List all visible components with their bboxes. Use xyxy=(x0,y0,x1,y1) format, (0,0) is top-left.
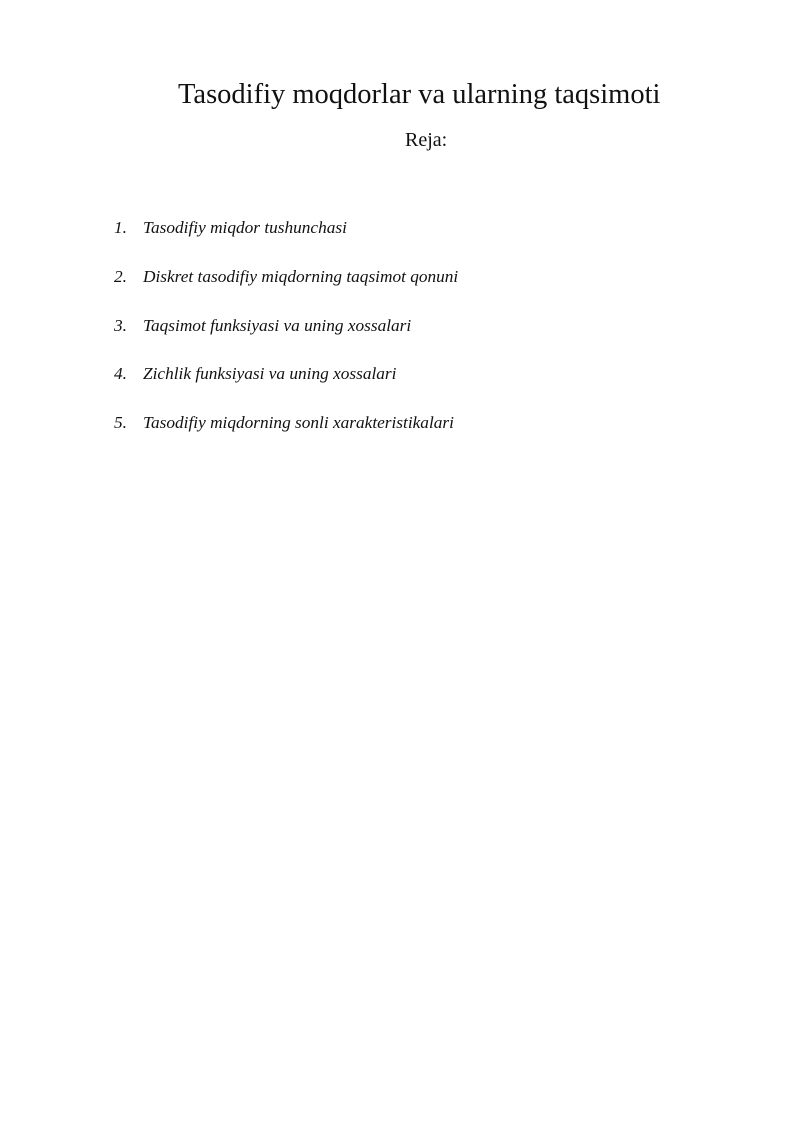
list-item-text: Diskret tasodifiy miqdorning taqsimot qonuni xyxy=(143,266,459,286)
list-item-number: 1. xyxy=(114,218,127,237)
list-item-text: Tasodifiy miqdor tushunchasi xyxy=(143,218,347,237)
list-item xyxy=(114,263,458,312)
list-item-number: 3. xyxy=(114,315,127,335)
list-item xyxy=(114,360,458,409)
list-item-text: Zichlik funksiyasi va uning xossalari xyxy=(143,364,397,384)
list-item-number: 4. xyxy=(114,364,127,384)
list-item xyxy=(114,312,458,361)
list-item-number: 2. xyxy=(114,266,127,286)
list-item xyxy=(114,409,458,458)
plan-heading: Reja: xyxy=(405,129,448,151)
plan-list xyxy=(114,214,458,458)
list-item-number: 5. xyxy=(114,413,127,432)
page-title: Tasodifiy moqdorlar va ularning taqsimoti xyxy=(178,79,661,110)
list-item-text: Tasodifiy miqdorning sonli xarakteristikalari xyxy=(143,413,454,432)
list-item-text: Taqsimot funksiyasi va uning xossalari xyxy=(143,315,412,335)
list-item xyxy=(114,214,458,263)
